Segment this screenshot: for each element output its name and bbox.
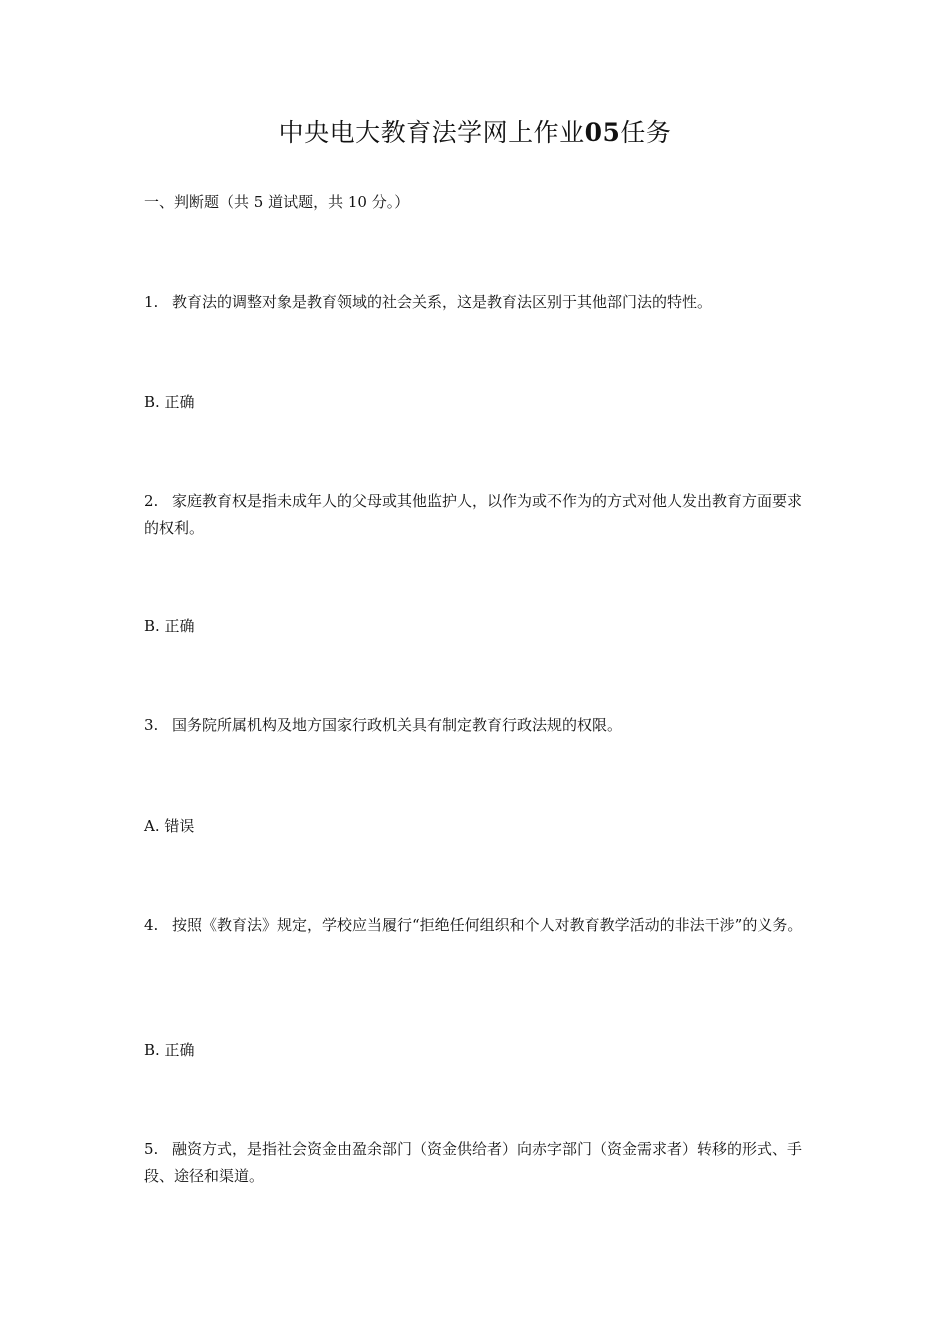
question-text: 融资方式，是指社会资金由盈余部门（资金供给者）向赤字部门（资金需求者）转移的形式、手段、途径和渠道。: [144, 1140, 803, 1185]
question-number: 3.: [144, 716, 159, 734]
question-text: 教育法的调整对象是教育领域的社会关系，这是教育法区别于其他部门法的特性。: [172, 293, 713, 311]
title-prefix: 中央电大教育法学网上作业: [278, 118, 585, 147]
question-number: 5.: [144, 1140, 159, 1158]
question-number: 4.: [144, 916, 159, 934]
answer-2: B. 正确: [144, 617, 195, 635]
question-3: [144, 712, 810, 739]
question-text: 国务院所属机构及地方国家行政机关具有制定教育行政法规的权限。: [172, 716, 623, 734]
answer-3: A. 错误: [144, 817, 195, 835]
question-2: [144, 488, 810, 542]
answer-4: B. 正确: [144, 1041, 195, 1059]
question-number: 1.: [144, 293, 159, 311]
answer-1: B. 正确: [144, 393, 195, 411]
question-4: [144, 912, 810, 939]
question-number: 2.: [144, 492, 159, 510]
title-suffix: 任务: [620, 118, 672, 147]
question-text: 家庭教育权是指未成年人的父母或其他监护人，以作为或不作为的方式对他人发出教育方面要求的权利。: [144, 492, 803, 537]
section-heading: 一、判断题（共 5 道试题，共 10 分。）: [144, 193, 410, 211]
title-number: 05: [584, 118, 621, 147]
question-text: 按照《教育法》规定，学校应当履行“拒绝任何组织和个人对教育教学活动的非法干涉”的义务。: [172, 916, 803, 934]
question-1: [144, 289, 810, 316]
question-5: [144, 1136, 810, 1190]
page-title: [0, 116, 950, 150]
